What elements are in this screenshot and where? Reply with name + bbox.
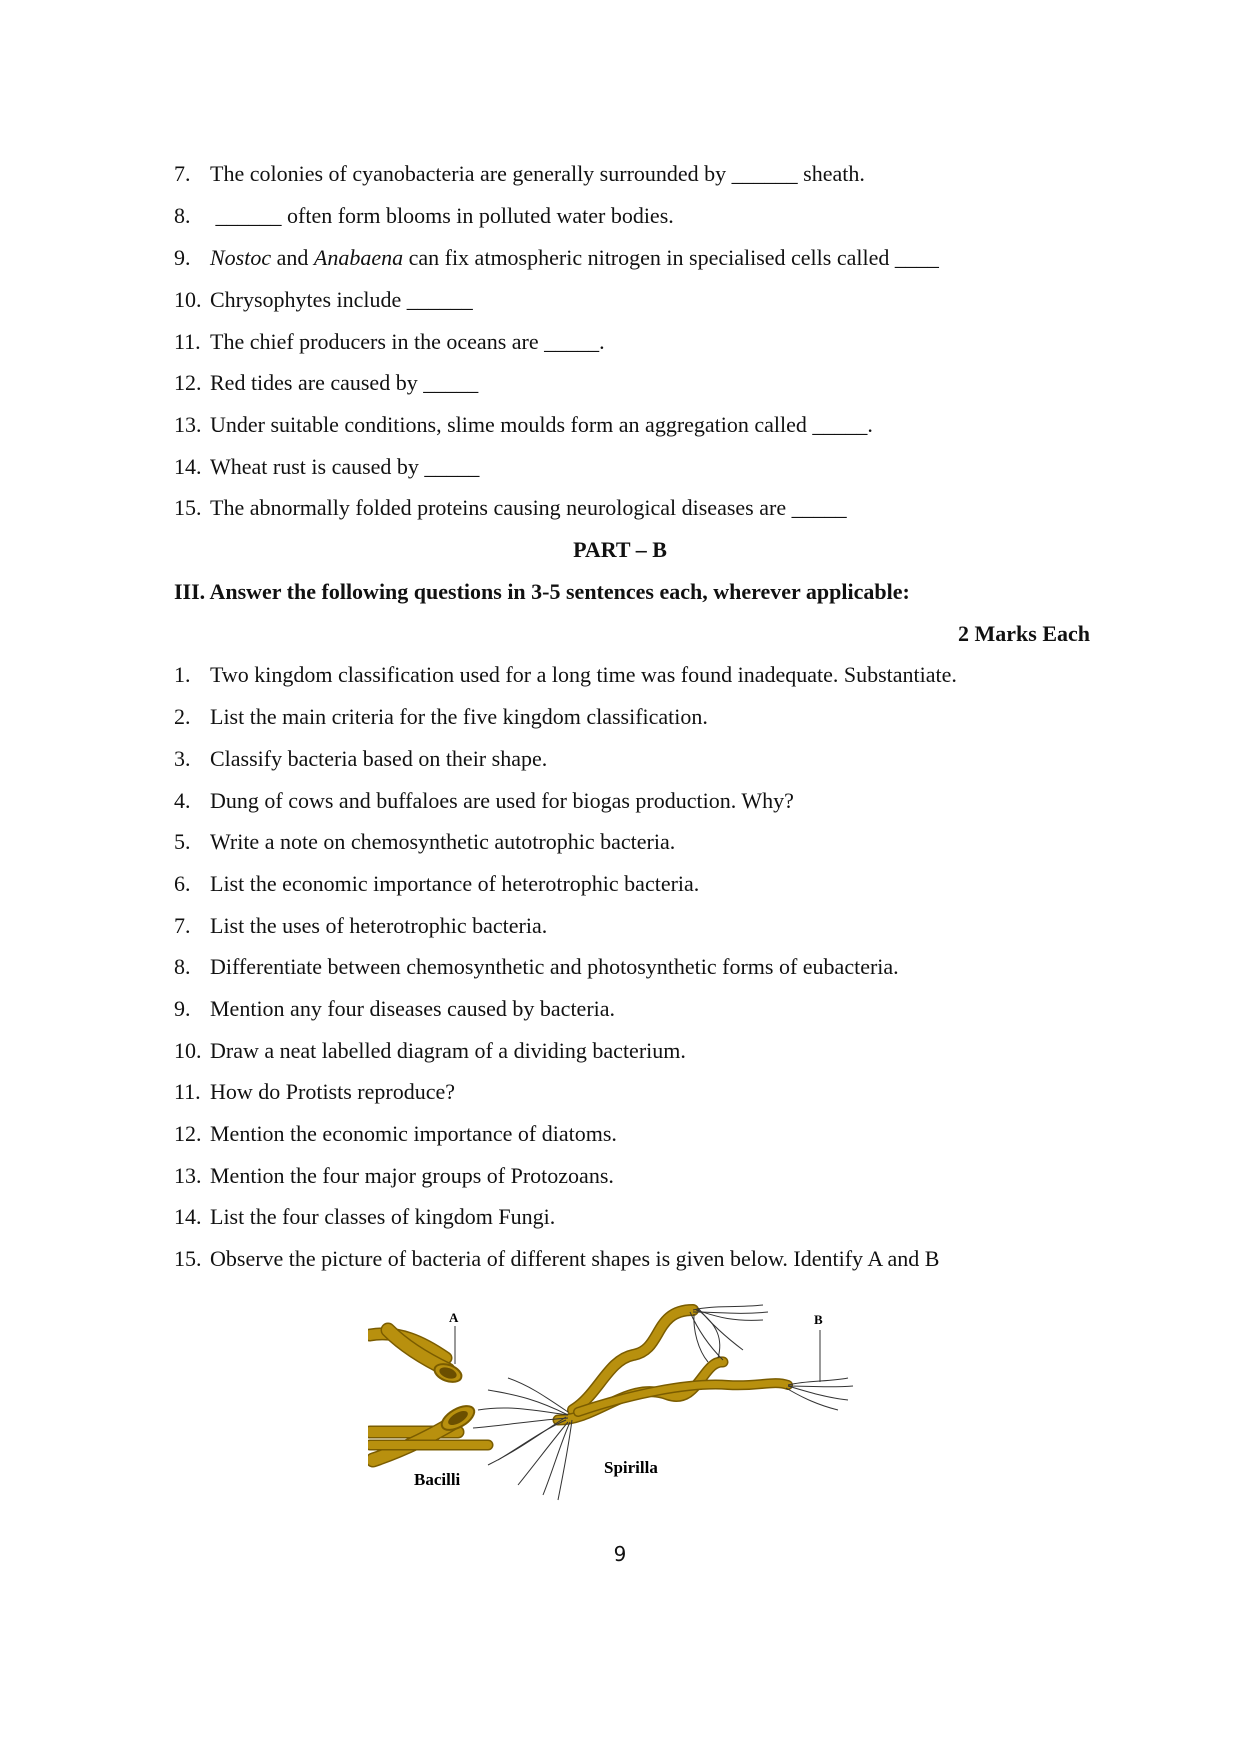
question-4: 4. Dung of cows and buffaloes are used for biogas production. Why? (174, 788, 794, 813)
fill-blank-7: 7. The colonies of cyanobacteria are generally surrounded by ______ sheath. (174, 161, 865, 186)
question-15: 15. Observe the picture of bacteria of different shapes is given below. Identify A and B (174, 1246, 940, 1271)
label-a: A (449, 1310, 459, 1325)
fill-blank-9: 9. Nostoc and Anabaena can fix atmospheric nitrogen in specialised cells called ____ (174, 245, 939, 270)
fill-blank-10: 10. Chrysophytes include ______ (174, 287, 473, 312)
question-14: 14. List the four classes of kingdom Fungi. (174, 1204, 556, 1229)
part-b-title: PART – B (573, 537, 667, 562)
marks-label: 2 Marks Each (958, 621, 1090, 646)
label-b: B (814, 1312, 823, 1327)
question-2: 2. List the main criteria for the five kingdom classification. (174, 704, 708, 729)
question-11: 11. How do Protists reproduce? (174, 1079, 456, 1104)
question-1: 1. Two kingdom classification used for a long time was found inadequate. Substantiate. (174, 662, 957, 687)
bacteria-figure (368, 1300, 908, 1505)
page-number: 9 (613, 1542, 627, 1566)
bacilli-illustration (370, 1326, 488, 1460)
fill-blank-15: 15. The abnormally folded proteins causing neurological diseases are _____ (174, 495, 847, 520)
question-3: 3. Classify bacteria based on their shape. (174, 746, 548, 771)
question-10: 10. Draw a neat labelled diagram of a dividing bacterium. (174, 1038, 686, 1063)
question-6: 6. List the economic importance of heterotrophic bacteria. (174, 871, 700, 896)
section-instruction: III. Answer the following questions in 3-5 sentences each, wherever applicable: (174, 579, 910, 604)
question-9: 9. Mention any four diseases caused by bacteria. (174, 996, 616, 1021)
caption-spirilla: Spirilla (604, 1458, 658, 1477)
question-12: 12. Mention the economic importance of diatoms. (174, 1121, 617, 1146)
fill-blank-8: 8. ______ often form blooms in polluted water bodies. (174, 203, 674, 228)
fill-blank-11: 11. The chief producers in the oceans are _____. (174, 329, 605, 354)
caption-bacilli: Bacilli (414, 1470, 461, 1489)
question-13: 13. Mention the four major groups of Protozoans. (174, 1163, 614, 1188)
question-7: 7. List the uses of heterotrophic bacteria. (174, 913, 548, 938)
fill-blank-13: 13. Under suitable conditions, slime moulds form an aggregation called _____. (174, 412, 873, 437)
question-8: 8. Differentiate between chemosynthetic and photosynthetic forms of eubacteria. (174, 954, 899, 979)
spirilla-illustration (473, 1305, 853, 1500)
question-5: 5. Write a note on chemosynthetic autotrophic bacteria. (174, 829, 676, 854)
fill-blank-12: 12. Red tides are caused by _____ (174, 370, 479, 395)
fill-blank-14: 14. Wheat rust is caused by _____ (174, 454, 480, 479)
